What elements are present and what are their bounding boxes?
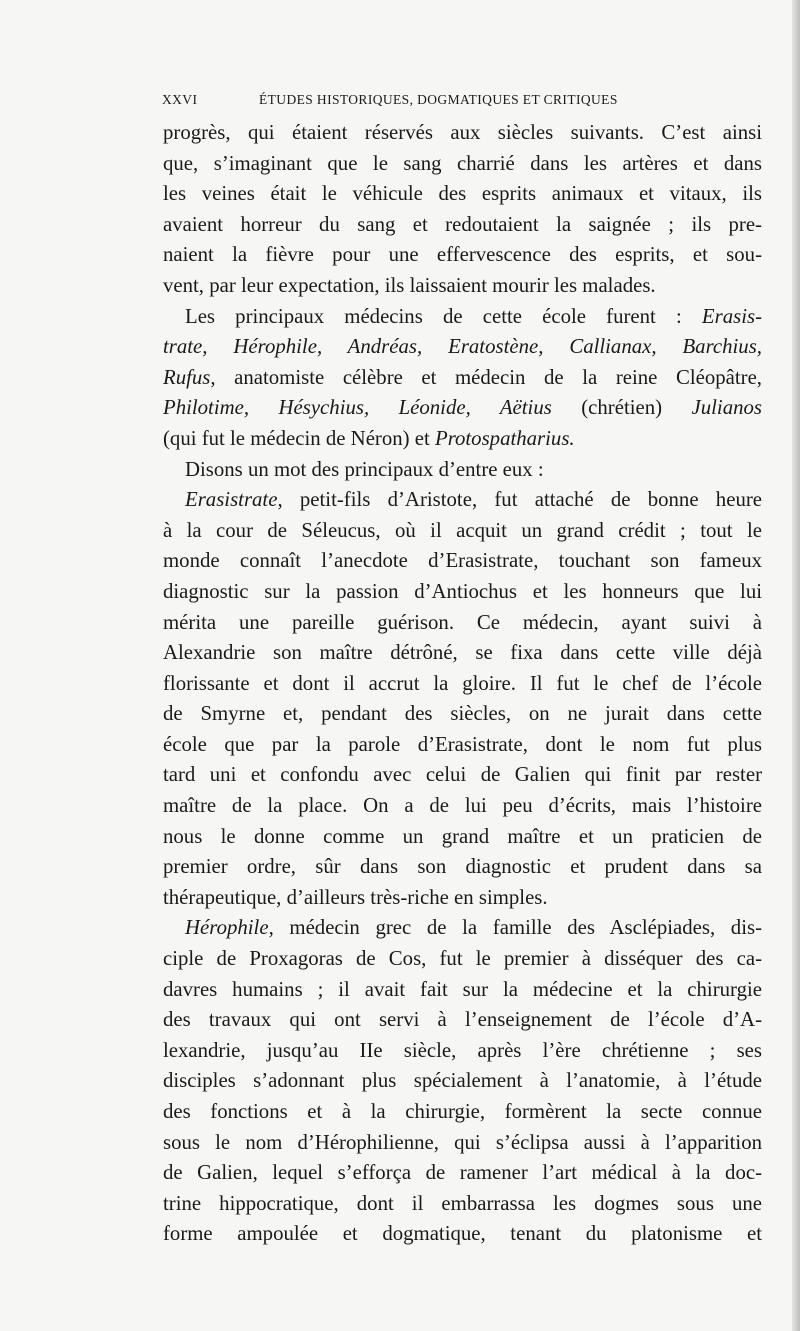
text-run: , petit-fils d’Aristote, fut attaché de bonne heure [277,488,762,512]
text-line: forme ampoulée et dogmatique, tenant du platonisme et [163,1222,762,1246]
text-run: Les principaux médecins de cette école furent : [185,304,702,328]
text-line: premier ordre, sûr dans son diagnostic et prudent dans sa [163,855,762,879]
text-run: (qui fut le médecin de Néron) et [163,426,435,450]
running-header [162,92,762,114]
text-line: davres humains ; il avait fait sur la médecine et la chirurgie [163,977,762,1001]
text-line: trate, Hérophile, Andréas, Eratostène, Callianax, Barchius, [163,335,762,359]
italic-name: Rufus [163,365,211,389]
text-line: sous le nom d’Hérophilienne, qui s’éclipsa aussi à l’apparition [163,1130,762,1154]
text-line: Disons un mot des principaux d’entre eux : [185,457,544,481]
text-run: (chrétien) [551,396,692,420]
italic-name: Protospatharius. [434,426,575,450]
text-line [163,363,762,394]
text-line: école que par la parole d’Erasistrate, dont le nom fut plus [163,732,762,756]
text-line: disciples s’adonnant plus spécialement à l’anatomie, à l’étude [163,1069,762,1093]
text-line: maître de la place. On a de lui peu d’écrits, mais l’histoire [163,794,762,818]
text-line: mérita une pareille guérison. Ce médecin, ayant suivi à [163,610,762,634]
italic-name: Julianos [691,396,762,420]
text-line: les veines était le véhicule des esprits animaux et vitaux, ils [163,182,762,206]
text-run: , médecin grec de la famille des Asclépiades, dis- [268,916,762,940]
text-line [163,485,762,516]
body-text [163,118,762,1250]
text-line: de Galien, lequel s’efforça de ramener l’art médical à la doc- [163,1161,762,1185]
page-number: XXVI [162,92,198,107]
text-line [163,302,762,333]
text-line: naient la fièvre pour une effervescence des esprits, et sou- [163,243,762,267]
text-line: à la cour de Séleucus, où il acquit un grand crédit ; tout le [163,518,762,542]
text-line [163,393,762,424]
italic-name: Hérophile [185,916,269,940]
text-line: avaient horreur du sang et redoutaient la saignée ; ils pre- [163,212,762,236]
italic-name: Erasis- [701,304,762,328]
text-line: diagnostic sur la passion d’Antiochus et les honneurs que lui [163,579,762,603]
text-line: de Smyrne et, pendant des siècles, on ne jurait dans cette [163,702,762,726]
text-run: , anatomiste célèbre et médecin de la reine Cléopâtre, [210,365,762,389]
text-line: monde connaît l’anecdote d’Erasistrate, touchant son fameux [163,549,762,573]
text-line: vent, par leur expectation, ils laissaient mourir les malades. [163,273,656,297]
italic-name: Erasistrate [185,488,278,512]
text-line: thérapeutique, d’ailleurs très-riche en simples. [163,885,548,909]
text-line: florissante et dont il accrut la gloire. Il fut le chef de l’école [163,671,762,695]
text-line: des travaux qui ont servi à l’enseignement de l’école d’A- [163,1008,762,1032]
text-line: tard uni et confondu avec celui de Galien qui finit par rester [163,763,762,787]
text-line: lexandrie, jusqu’au IIe siècle, après l’ère chrétienne ; ses [163,1038,762,1062]
text-line: Alexandrie son maître détrôné, se fixa dans cette ville déjà [163,641,762,665]
italic-name: Philotime, Hésychius, Léonide, Aëtius [163,396,552,420]
text-line: trine hippocratique, dont il embarrassa les dogmes sous une [163,1191,762,1215]
text-line: progrès, qui étaient réservés aux siècles suivants. C’est ainsi [163,121,762,144]
text-line: ciple de Proxagoras de Cos, fut le premier à disséquer des ca- [163,947,762,971]
running-title: ÉTUDES HISTORIQUES, DOGMATIQUES ET CRITIQUES [259,92,618,107]
text-line: des fonctions et à la chirurgie, formèrent la secte connue [163,1100,762,1123]
text-line: nous le donne comme un grand maître et un praticien de [163,824,762,848]
scan-page-edge [792,0,800,1331]
text-line: que, s’imaginant que le sang charrié dans les artères et dans [163,151,762,175]
text-line [163,424,762,455]
text-line [163,913,762,944]
